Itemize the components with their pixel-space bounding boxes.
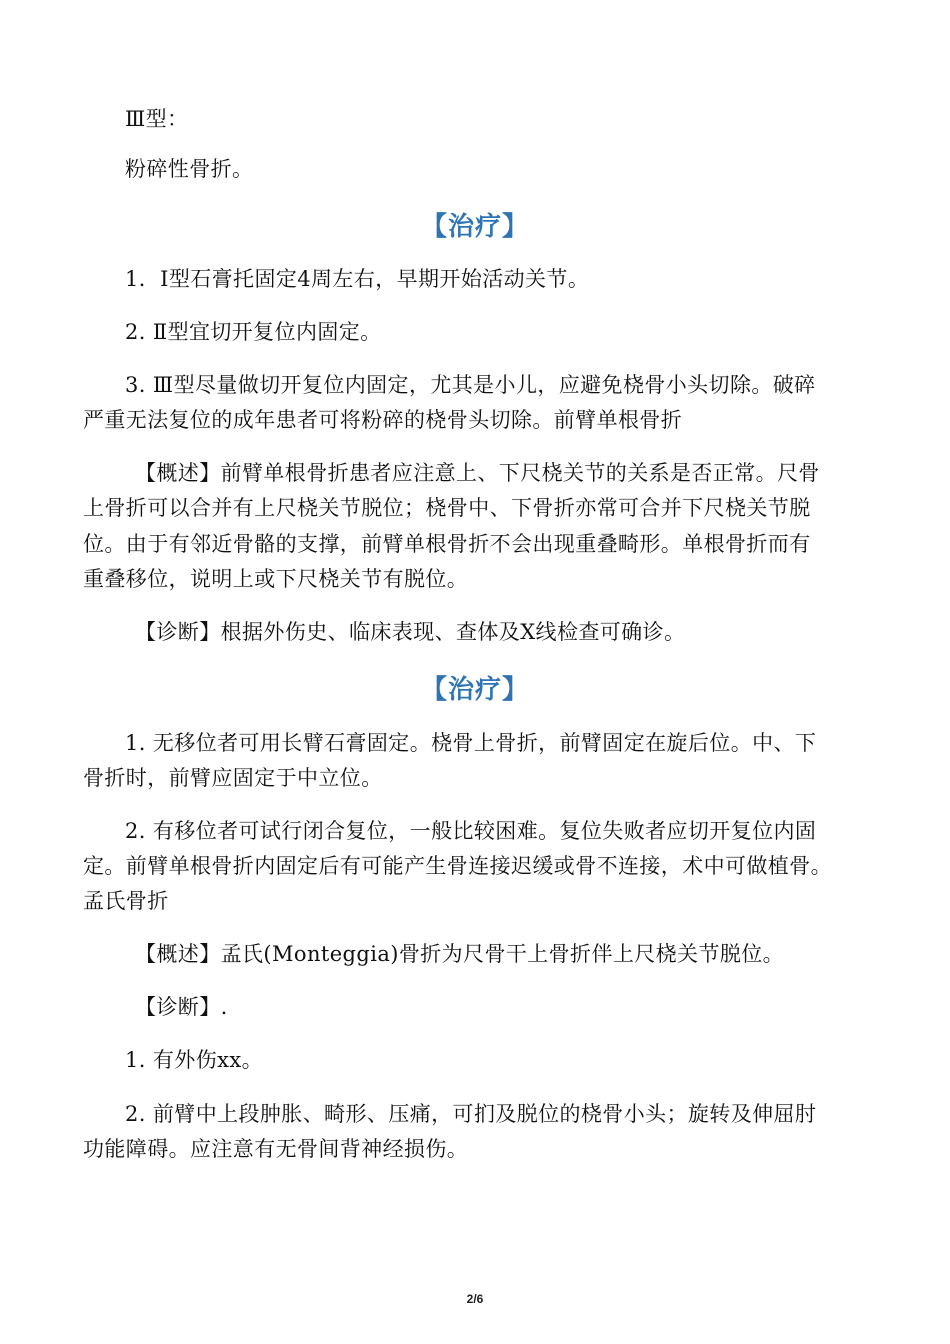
text-line: 功能障碍。应注意有无骨间背神经损伤。 [83,1137,469,1161]
section-heading-treatment: 【治疗】 [420,212,529,242]
text-line: Ⅲ型： [125,107,189,131]
text-line: 【概述】孟氏(Monteggia)骨折为尺骨干上骨折伴上尺桡关节脱位。 [135,942,785,966]
text-line: 重叠移位，说明上或下尺桡关节有脱位。 [83,567,469,591]
text-line: 粉碎性骨折。 [125,157,254,181]
text-line: 孟氏骨折 [83,889,169,913]
text-line: 2. 前臂中上段肿胀、畸形、压痛，可扪及脱位的桡骨小头；旋转及伸屈肘 [125,1102,817,1126]
text-line: 【诊断】根据外伤史、临床表现、查体及X线检查可确诊。 [135,620,686,644]
page-number: 2/6 [466,1292,484,1306]
section-heading-treatment-2: 【治疗】 [420,675,529,705]
text-line: 1．Ⅰ型石膏托固定4周左右，早期开始活动关节。 [125,267,590,291]
text-line: 2. Ⅱ型宜切开复位内固定。 [125,320,382,344]
text-line: 上骨折可以合并有上尺桡关节脱位；桡骨中、下骨折亦常可合并下尺桡关节脱 [83,496,811,520]
text-line: 【诊断】. [135,995,228,1019]
text-line: 1. 有外伤xx。 [125,1048,263,1072]
text-line: 定。前臂单根骨折内固定后有可能产生骨连接迟缓或骨不连接，术中可做植骨。 [83,854,832,878]
text-line: 严重无法复位的成年患者可将粉碎的桡骨头切除。前臂单根骨折 [83,408,683,432]
text-line: 2. 有移位者可试行闭合复位，一般比较困难。复位失败者应切开复位内固 [125,819,817,843]
text-line: 1. 无移位者可用长臂石膏固定。桡骨上骨折，前臂固定在旋后位。中、下 [125,731,817,755]
text-line: 【概述】前臂单根骨折患者应注意上、下尺桡关节的关系是否正常。尺骨 [135,461,820,485]
text-line: 骨折时，前臂应固定于中立位。 [83,766,383,790]
text-line: 3. Ⅲ型尽量做切开复位内固定，尤其是小儿，应避免桡骨小头切除。破碎 [125,373,816,397]
text-line: 位。由于有邻近骨骼的支撑，前臂单根骨折不会出现重叠畸形。单根骨折而有 [83,532,811,556]
